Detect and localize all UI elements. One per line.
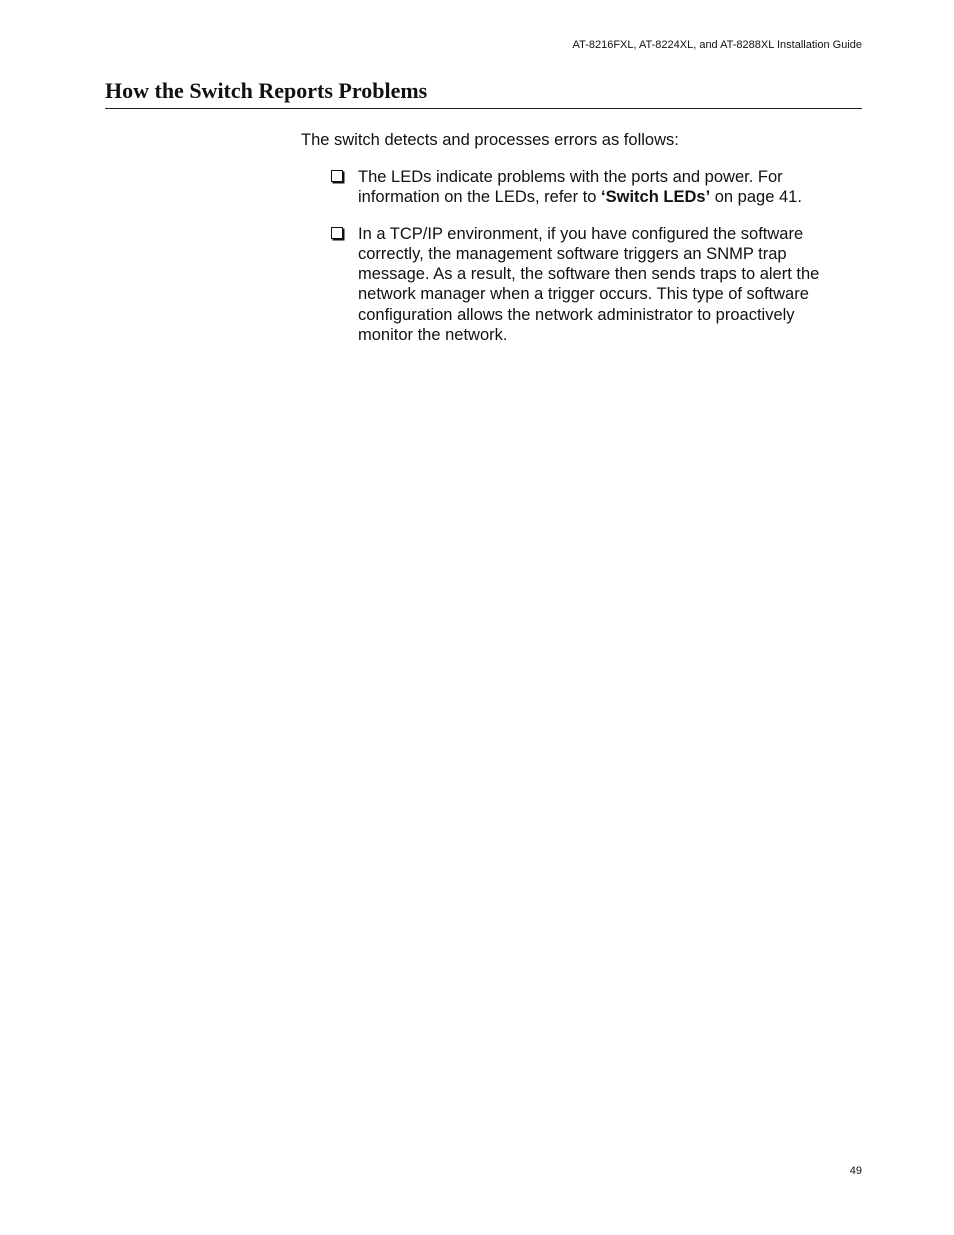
section-title: How the Switch Reports Problems [105, 78, 862, 109]
intro-paragraph: The switch detects and processes errors as follows: [301, 131, 679, 149]
checkbox-square-icon [331, 170, 343, 182]
running-header: AT-8216FXL, AT-8224XL, and AT-8288XL Installation Guide [572, 39, 862, 51]
page-number: 49 [849, 1165, 862, 1177]
bullet-text-before: The LEDs indicate problems with the ports and power. For information on the LEDs, refer to [358, 168, 783, 207]
bullet-text: In a TCP/IP environment, if you have configured the software correctly, the management software triggers an SNMP trap message. As a result, the software then sends traps to alert the network manager when a trigger occurs. This type of software configuration allows the network administrator to proactively monitor the network. [358, 224, 820, 345]
bullet-text-after: on page 41. [710, 188, 802, 207]
bullet-list [331, 167, 851, 361]
list-item [331, 224, 851, 346]
list-item [331, 167, 851, 208]
checkbox-square-icon [331, 227, 343, 239]
cross-reference-link[interactable]: ‘Switch LEDs’ [601, 188, 711, 207]
